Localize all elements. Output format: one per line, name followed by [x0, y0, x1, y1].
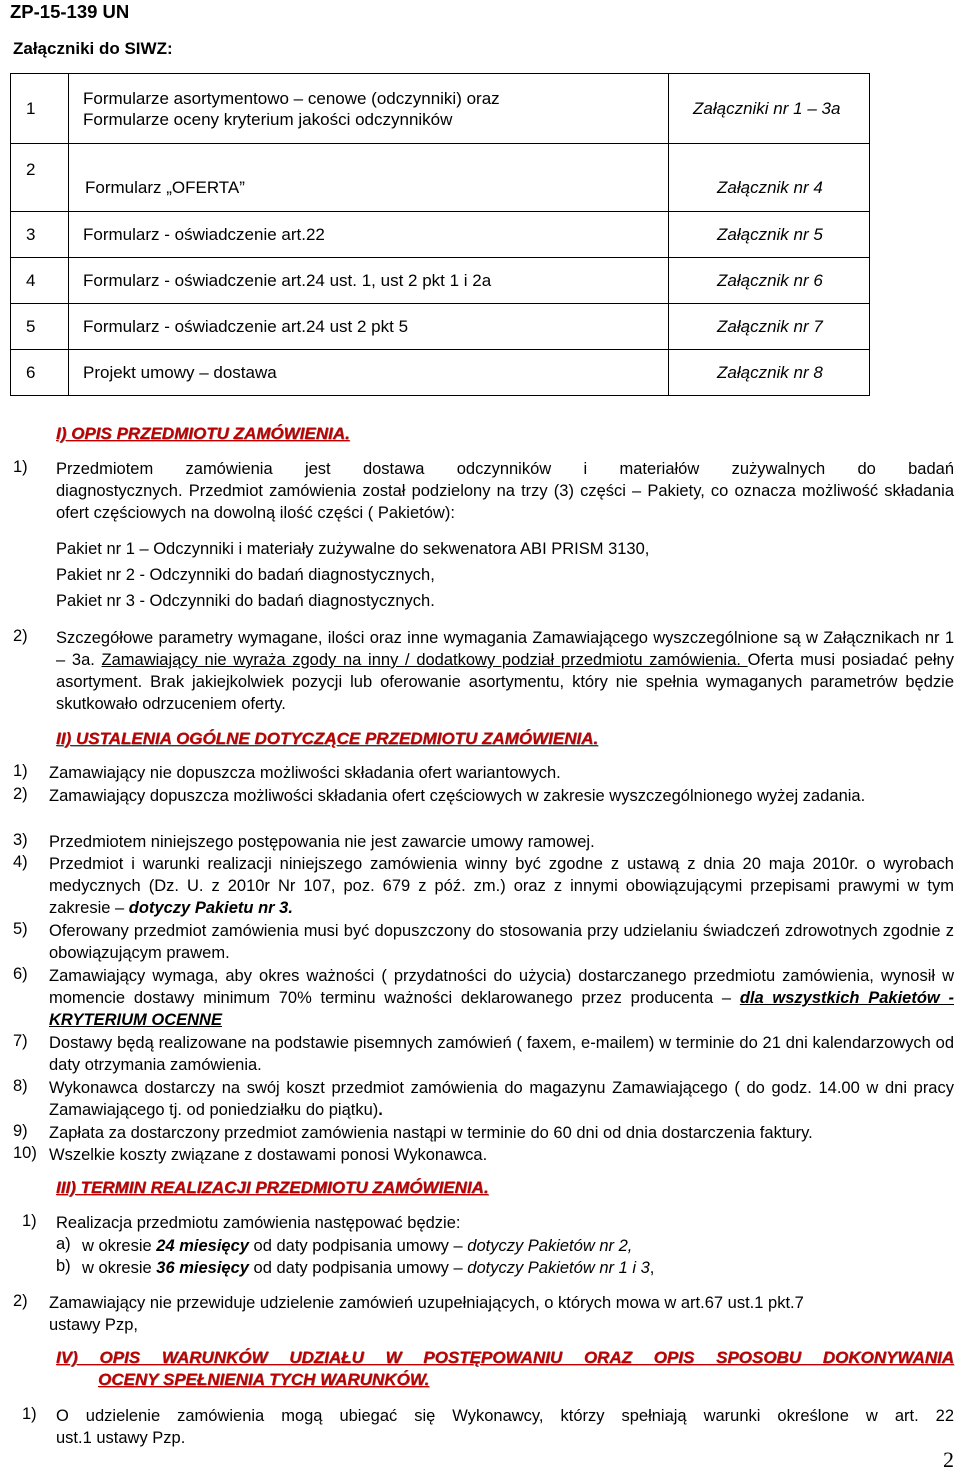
row-description-line: Formularze oceny kryterium jakości odczynników [83, 109, 453, 129]
item-number: 5) [13, 920, 28, 938]
subitem-text: w okresie [82, 1259, 157, 1277]
subitem [82, 1257, 654, 1279]
subitem-text: od daty podpisania umowy – [248, 1237, 468, 1255]
list-item: Realizacja przedmiotu zamówienia następować będzie: [56, 1214, 461, 1232]
subitem-italic: dotyczy Pakietów nr 1 i 3 [467, 1259, 650, 1277]
list-item: Oferowany przedmiot zamówienia musi być dopuszczony do stosowania przy udzielaniu świadczeń zdrowotnych zgodnie z obowiązującym prawem. [49, 922, 954, 962]
paragraph: diagnostycznych. Przedmiot zamówienia został podzielony na trzy (3) części – Pakiety, co oznacza możliwość składania ofert częściowych na dowolną ilość części ( Pakietów): [56, 482, 954, 522]
row-attachment-ref: Załączniki nr 1 – 3a [669, 74, 870, 144]
paragraph-underlined: Zamawiający nie wyraża zgody na inny / dodatkowy podział przedmiotu zamówienia. [101, 651, 748, 669]
attachments-table [10, 73, 870, 396]
item-number: 4) [13, 853, 28, 871]
paragraph-text: Oferta musi posiadać pełny asortyment. Brak jakiejkolwiek pozycji lub oferowanie asortymentu, który nie spełnia wymaganych parametrów będzie skutkowało odrzuceniem oferty. [56, 651, 954, 713]
row-attachment-ref: Załącznik nr 4 [669, 144, 870, 212]
row-number: 6 [11, 350, 69, 396]
pakiet-line: Pakiet nr 3 - Odczynniki do badań diagnostycznych. [56, 592, 435, 610]
item-number: 1) [22, 1212, 37, 1230]
item-number: 1) [13, 458, 28, 476]
item-number: 2) [13, 785, 28, 803]
subitem-text: , [649, 1259, 655, 1277]
row-attachment-ref: Załącznik nr 8 [669, 350, 870, 396]
subitem-emphasis: 36 miesięcy [156, 1259, 249, 1277]
item-number: 2) [13, 1292, 28, 1310]
row-attachment-ref: Załącznik nr 7 [669, 304, 870, 350]
row-description: Projekt umowy – dostawa [69, 350, 669, 396]
list-item: Dostawy będą realizowane na podstawie pisemnych zamówień ( faxem, e-mailem) w terminie do 21 dni kalendarzowych od daty otrzymania zamówienia. [49, 1034, 954, 1074]
row-number: 2 [11, 144, 69, 212]
list-item-emphasis: . [378, 1101, 383, 1119]
paragraph-text: Szczegółowe parametry wymagane, ilości oraz inne wymagania Zamawiającego wyszczególnione są w Załącznikach nr 1 – 3a. [56, 629, 954, 669]
subitem-emphasis: 24 miesięcy [156, 1237, 249, 1255]
row-attachment-ref: Załącznik nr 5 [669, 212, 870, 258]
section-heading-continued: OCENY SPEŁNIENIA TYCH WARUNKÓW. [98, 1370, 430, 1389]
list-item-text: Zamawiający wymaga, aby okres ważności ( przydatności do użycia) dostarczanego przedmiotu zamówienia, wynosił w momencie dostawy minimum 70% terminu ważności deklarowanego przez producenta – [49, 967, 954, 1007]
item-number: 8) [13, 1077, 28, 1095]
attachments-title: Załączniki do SIWZ: [13, 39, 173, 58]
list-item-emphasis: dla wszystkich Pakietów - KRYTERIUM OCENNE [49, 989, 954, 1029]
pakiet-line: Pakiet nr 1 – Odczynniki i materiały zużywalne do sekwenatora ABI PRISM 3130, [56, 540, 650, 558]
subitem-text: w okresie [82, 1237, 157, 1255]
list-item-text: Wykonawca dostarczy na swój koszt przedmiot zamówienia do magazynu Zamawiającego ( do godz. 14.00 w dni pracy Zamawiającego tj. od poniedziałku do piątku) [49, 1079, 954, 1119]
item-number: 10) [13, 1144, 37, 1162]
paragraph-line: ustawy Pzp, [49, 1316, 138, 1334]
subitem-text: od daty podpisania umowy – [248, 1259, 468, 1277]
list-item [49, 965, 954, 1031]
table-row [11, 304, 870, 350]
row-number: 1 [11, 74, 69, 144]
item-number: 6) [13, 965, 28, 983]
row-description: Formularz - oświadczenie art.22 [69, 212, 669, 258]
row-number: 3 [11, 212, 69, 258]
row-attachment-ref: Załącznik nr 6 [669, 258, 870, 304]
section-heading: IV) OPIS WARUNKÓW UDZIAŁU W POSTĘPOWANIU ORAZ OPIS SPOSOBU DOKONYWANIA [56, 1348, 954, 1367]
row-description-line: Formularze asortymentowo – cenowe (odczynniki) oraz [83, 88, 500, 108]
row-description: Formularz - oświadczenie art.24 ust 2 pkt 5 [69, 304, 669, 350]
paragraph [56, 627, 954, 715]
paragraph-line: O udzielenie zamówienia mogą ubiegać się Wykonawcy, którzy spełniają warunki określone w art. 22 [56, 1407, 954, 1425]
table-row [11, 74, 870, 144]
item-number: 9) [13, 1122, 28, 1140]
table-row [11, 258, 870, 304]
list-item [49, 1077, 954, 1121]
list-item-emphasis: dotyczy Pakietu nr 3. [128, 899, 293, 917]
row-description: Formularz „OFERTA” [69, 144, 669, 212]
item-number: 1) [13, 762, 28, 780]
page-number: 2 [943, 1447, 954, 1472]
row-description: Formularz - oświadczenie art.24 ust. 1, ust 2 pkt 1 i 2a [69, 258, 669, 304]
pakiet-line: Pakiet nr 2 - Odczynniki do badań diagnostycznych, [56, 566, 435, 584]
row-number: 4 [11, 258, 69, 304]
subitem [82, 1235, 632, 1257]
subitem-label: b) [56, 1257, 71, 1275]
document-id: ZP-15-139 UN [10, 1, 130, 22]
item-number: 3) [13, 831, 28, 849]
list-item: Wszelkie koszty związane z dostawami ponosi Wykonawca. [49, 1146, 488, 1164]
item-number: 7) [13, 1032, 28, 1050]
item-number: 1) [22, 1405, 37, 1423]
section-heading: II) USTALENIA OGÓLNE DOTYCZĄCE PRZEDMIOTU ZAMÓWIENIA. [56, 729, 599, 748]
list-item: Zamawiający dopuszcza możliwości składania ofert częściowych w zakresie wyszczególnionego wyżej zadania. [49, 787, 866, 805]
section-heading: III) TERMIN REALIZACJI PRZEDMIOTU ZAMÓWIENIA. [56, 1178, 489, 1197]
table-row [11, 212, 870, 258]
table-row [11, 350, 870, 396]
paragraph-line: ust.1 ustawy Pzp. [56, 1429, 186, 1447]
list-item-text: Przedmiot i warunki realizacji niniejszego zamówienia winny być zgodne z ustawą z dnia 20 maja 2010r. o wyrobach medycznych (Dz. U. z 2010r Nr 107, poz. 679 z póź. zm.) oraz z innymi obowiązującymi przepisami prawymi w tym zakresie – [49, 855, 954, 917]
list-item: Zamawiający nie dopuszcza możliwości składania ofert wariantowych. [49, 764, 561, 782]
paragraph-line: Zamawiający nie przewiduje udzielenie zamówień uzupełniających, o których mowa w art.67 ust.1 pkt.7 [49, 1294, 804, 1312]
list-item: Zapłata za dostarczony przedmiot zamówienia nastąpi w terminie do 60 dni od dnia dostarczenia faktury. [49, 1124, 813, 1142]
list-item [49, 853, 954, 919]
item-number: 2) [13, 627, 28, 645]
list-item: Przedmiotem niniejszego postępowania nie jest zawarcie umowy ramowej. [49, 833, 595, 851]
table-row [11, 144, 870, 212]
section-heading: I) OPIS PRZEDMIOTU ZAMÓWIENIA. [56, 424, 350, 443]
row-description [69, 74, 669, 144]
row-number: 5 [11, 304, 69, 350]
subitem-label: a) [56, 1235, 71, 1253]
subitem-italic: dotyczy Pakietów nr 2, [467, 1237, 633, 1255]
paragraph-line: Przedmiotem zamówienia jest dostawa odczynników i materiałów zużywalnych do badań [56, 460, 954, 478]
